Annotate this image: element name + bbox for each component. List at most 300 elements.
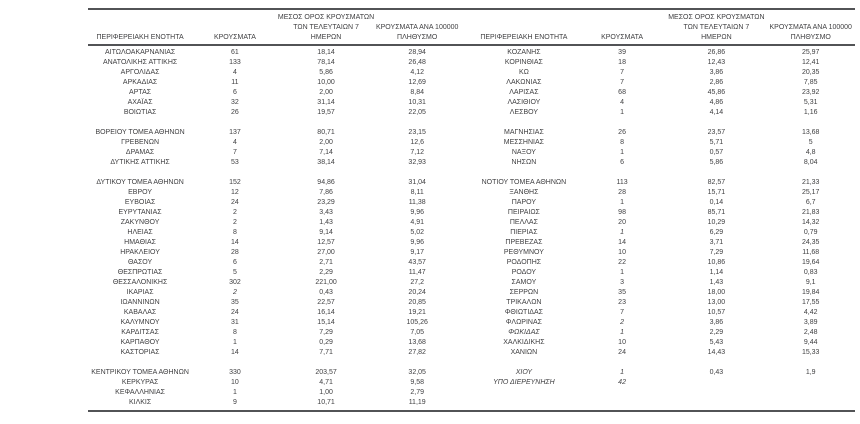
- table-row: [88, 238, 460, 248]
- cell-region: ΡΟΔΟΥ: [511, 269, 537, 276]
- cell-cases: 5: [232, 269, 237, 276]
- cell-avg7: 10,00: [317, 79, 335, 86]
- cell-region: ΡΟΔΟΠΗΣ: [506, 259, 542, 266]
- cell-cases: 28: [618, 189, 626, 196]
- table-row: [470, 348, 855, 358]
- table-row: [88, 178, 460, 188]
- cell-per100k: 11,19: [408, 399, 426, 406]
- table-row: [88, 248, 460, 258]
- cell-per100k: 8,11: [410, 189, 424, 196]
- cell-avg7: 14,43: [707, 349, 726, 356]
- cell-cases: 6: [232, 259, 237, 266]
- cell-avg7: 2,29: [709, 329, 724, 336]
- cell-avg7: 45,86: [707, 89, 726, 96]
- cell-region: ΕΥΡΥΤΑΝΙΑΣ: [118, 209, 162, 216]
- cell-avg7: 18,14: [317, 49, 335, 56]
- cell-cases: 133: [229, 59, 241, 66]
- table-row: [470, 308, 855, 318]
- cell-region: ΠΡΕΒΕΖΑΣ: [505, 239, 543, 246]
- cell-cases: 1: [620, 329, 625, 336]
- cell-cases: 32: [231, 99, 239, 106]
- cell-avg7: 13,00: [707, 299, 726, 306]
- cell-avg7: 7,14: [319, 149, 333, 156]
- cell-region: ΡΕΘΥΜΝΟΥ: [503, 249, 544, 256]
- table-row: [470, 288, 855, 298]
- cell-cases: 42: [618, 379, 626, 386]
- cell-avg7: 94,86: [317, 179, 335, 186]
- cell-per100k: 3,89: [803, 319, 818, 326]
- cell-per100k: 21,33: [801, 179, 820, 186]
- table-row: [88, 378, 460, 388]
- cell-per100k: 25,17: [801, 189, 820, 196]
- cell-cases: 26: [231, 109, 239, 116]
- cell-avg7: 80,71: [317, 129, 335, 136]
- cell-per100k: 10,31: [408, 99, 426, 106]
- table-row: [88, 258, 460, 268]
- cell-per100k: 31,04: [408, 179, 426, 186]
- cell-region: ΚΟΡΙΝΘΙΑΣ: [504, 59, 543, 66]
- cell-per100k: 7,85: [803, 79, 818, 86]
- cell-avg7: 3,71: [709, 239, 724, 246]
- cell-avg7: 2,00: [319, 139, 333, 146]
- table-row: [470, 368, 855, 378]
- cell-cases: 9: [232, 399, 237, 406]
- cell-avg7: 5,86: [319, 69, 333, 76]
- cell-per100k: 14,32: [801, 219, 820, 226]
- cell-cases: 14: [231, 349, 239, 356]
- cell-per100k: 4,42: [803, 309, 818, 316]
- table-row: [470, 98, 855, 108]
- table-row: [470, 248, 855, 258]
- cell-region: ΜΕΣΣΗΝΙΑΣ: [503, 139, 544, 146]
- table-row: [470, 68, 855, 78]
- cell-region: ΚΑΡΔΙΤΣΑΣ: [121, 329, 159, 336]
- cell-per100k: 32,93: [408, 159, 426, 166]
- cell-per100k: 9,1: [805, 279, 816, 286]
- cell-cases: 302: [229, 279, 241, 286]
- cell-region: ΤΡΙΚΑΛΩΝ: [506, 299, 542, 306]
- table-row: [470, 158, 855, 168]
- cell-avg7: 19,57: [317, 109, 335, 116]
- cell-per100k: 0,83: [803, 269, 818, 276]
- cell-region: ΚΑΡΠΑΘΟΥ: [120, 339, 160, 346]
- cell-avg7: 1,43: [709, 279, 724, 286]
- header-avg7-line1: ΜΕΣΟΣ ΟΡΟΣ ΚΡΟΥΣΜΑΤΩΝ: [668, 14, 765, 21]
- region-group: [470, 178, 855, 358]
- cell-region: ΒΟΡΕΙΟΥ ΤΟΜΕΑ ΑΘΗΝΩΝ: [95, 129, 185, 136]
- cell-region: ΠΑΡΟΥ: [511, 199, 537, 206]
- header-cases: [578, 33, 667, 43]
- cell-cases: 1: [232, 339, 237, 346]
- cell-per100k: 20,24: [408, 289, 426, 296]
- cell-avg7: 10,57: [707, 309, 726, 316]
- header-region-label: ΠΕΡΙΦΕΡΕΙΑΚΗ ΕΝΟΤΗΤΑ: [96, 34, 184, 41]
- header-region: [88, 33, 192, 43]
- table-header-left: [88, 13, 460, 43]
- cell-cases: 1: [620, 369, 625, 376]
- cell-per100k: 105,26: [406, 319, 428, 326]
- cell-cases: 4: [232, 69, 237, 76]
- cell-per100k: 7,05: [410, 329, 424, 336]
- table-row: [470, 78, 855, 88]
- cell-per100k: 15,33: [801, 349, 820, 356]
- cell-per100k: 4,91: [410, 219, 424, 226]
- cell-per100k: 27,2: [410, 279, 424, 286]
- table-row: [88, 78, 460, 88]
- header-avg7: [278, 13, 375, 43]
- cell-cases: 8: [232, 229, 237, 236]
- cell-avg7: 1,14: [709, 269, 724, 276]
- cell-region: ΛΕΣΒΟΥ: [509, 109, 539, 116]
- cell-cases: 20: [618, 219, 626, 226]
- cell-avg7: 27,00: [317, 249, 335, 256]
- table-row: [88, 188, 460, 198]
- cell-avg7: [666, 378, 766, 388]
- cell-per100k: 43,57: [408, 259, 426, 266]
- cell-per100k: 9,17: [410, 249, 424, 256]
- cell-per100k: 19,84: [801, 289, 820, 296]
- cell-avg7: 2,86: [709, 79, 724, 86]
- cell-region: ΑΡΓΟΛΙΔΑΣ: [120, 69, 160, 76]
- cell-region: ΙΩΑΝΝΙΝΩΝ: [120, 299, 160, 306]
- cell-region: ΑΡΚΑΔΙΑΣ: [122, 79, 158, 86]
- table-row: [88, 328, 460, 338]
- cell-per100k: 4,8: [805, 149, 816, 156]
- cell-cases: 53: [231, 159, 239, 166]
- table-row: [88, 288, 460, 298]
- cell-region: ΜΑΓΝΗΣΙΑΣ: [504, 129, 544, 136]
- cell-region: ΠΕΛΛΑΣ: [509, 219, 538, 226]
- cell-cases: 1: [620, 109, 625, 116]
- cell-cases: 152: [229, 179, 241, 186]
- table-row: [470, 188, 855, 198]
- table-row: [470, 108, 855, 118]
- region-group: [88, 48, 460, 118]
- cell-cases: 2: [232, 289, 237, 296]
- header-avg7-line2: ΤΩΝ ΤΕΛΕΥΤΑΙΩΝ 7: [683, 24, 750, 31]
- cell-region: ΠΕΙΡΑΙΩΣ: [507, 209, 540, 216]
- cell-per100k: 23,15: [408, 129, 426, 136]
- cell-per100k: 20,85: [408, 299, 426, 306]
- cell-cases: 4: [232, 139, 237, 146]
- cell-avg7: 2,00: [319, 89, 333, 96]
- cell-per100k: 4,12: [410, 69, 424, 76]
- cell-region: ΚΩ: [518, 69, 529, 76]
- cell-cases: 24: [231, 199, 239, 206]
- cell-avg7: 5,86: [709, 159, 724, 166]
- table-row: [88, 388, 460, 398]
- cell-cases: 18: [618, 59, 626, 66]
- cell-per100k: 1,9: [805, 369, 816, 376]
- cell-region: ΙΚΑΡΙΑΣ: [126, 289, 154, 296]
- table-row: [470, 298, 855, 308]
- cell-avg7: 2,71: [319, 259, 333, 266]
- cell-per100k: 11,68: [802, 249, 820, 256]
- cell-region: ΦΛΩΡΙΝΑΣ: [505, 319, 542, 326]
- cell-cases: 330: [229, 369, 241, 376]
- header-per100k: [766, 23, 855, 43]
- cell-per100k: 5,02: [410, 229, 424, 236]
- cell-per100k: 32,05: [408, 369, 426, 376]
- cell-avg7: 26,86: [707, 49, 726, 56]
- table-row: [470, 218, 855, 228]
- cell-per100k: 17,55: [801, 299, 820, 306]
- table-row: [470, 238, 855, 248]
- cell-per100k: 8,84: [410, 89, 424, 96]
- cell-cases: 10: [231, 379, 239, 386]
- table-row: [88, 298, 460, 308]
- table-row: [470, 328, 855, 338]
- cell-per100k: 22,05: [408, 109, 426, 116]
- header-avg7-line1: ΜΕΣΟΣ ΟΡΟΣ ΚΡΟΥΣΜΑΤΩΝ: [277, 14, 375, 21]
- cell-cases: 35: [618, 289, 626, 296]
- table-body-left: [88, 48, 460, 408]
- regional-cases-report: [88, 8, 855, 412]
- region-group: [88, 178, 460, 358]
- cell-region: ΚΑΛΥΜΝΟΥ: [120, 319, 160, 326]
- cell-per100k: 25,97: [801, 49, 820, 56]
- cell-per100k: 9,44: [803, 339, 818, 346]
- region-group: [88, 368, 460, 408]
- table-body-right: [470, 48, 855, 408]
- header-per100k-line1: ΚΡΟΥΣΜΑΤΑ ΑΝΑ 100000: [375, 24, 459, 31]
- cell-avg7: 9,14: [319, 229, 333, 236]
- table-row: [88, 148, 460, 158]
- cell-avg7: 5,71: [709, 139, 724, 146]
- cell-avg7: 2,29: [319, 269, 333, 276]
- cell-cases: 7: [620, 69, 625, 76]
- cell-cases: 24: [618, 349, 626, 356]
- table-row: [88, 138, 460, 148]
- header-avg7-line3: ΗΜΕΡΩΝ: [701, 34, 732, 41]
- table-row: [88, 48, 460, 58]
- header-cases-label: ΚΡΟΥΣΜΑΤΑ: [601, 34, 644, 41]
- cell-per100k: 23,92: [801, 89, 820, 96]
- header-region: [470, 33, 578, 43]
- table-row: [470, 338, 855, 348]
- cell-per100k: 13,68: [801, 129, 820, 136]
- cell-per100k: 12,6: [410, 139, 424, 146]
- cell-region: ΕΒΡΟΥ: [128, 189, 153, 196]
- cell-cases: 7: [620, 309, 625, 316]
- cell-avg7: 18,00: [707, 289, 726, 296]
- cell-avg7: 221,00: [315, 279, 337, 286]
- header-per100k-line2: ΠΛΗΘΥΣΜΟ: [790, 34, 831, 41]
- header-per100k: [374, 23, 460, 43]
- cell-region: ΧΑΝΙΩΝ: [510, 349, 538, 356]
- cell-per100k: 2,79: [410, 389, 424, 396]
- cell-avg7: 12,57: [317, 239, 335, 246]
- cell-cases: 14: [618, 239, 626, 246]
- cell-cases: 10: [618, 249, 626, 256]
- cell-per100k: 28,94: [408, 49, 426, 56]
- cell-avg7: 78,14: [317, 59, 335, 66]
- cell-cases: 113: [616, 179, 628, 186]
- cell-cases: 1: [620, 269, 625, 276]
- cell-region: ΣΑΜΟΥ: [511, 279, 537, 286]
- cell-avg7: 10,71: [317, 399, 335, 406]
- cell-per100k: 9,96: [410, 209, 424, 216]
- cell-region: ΚΙΛΚΙΣ: [128, 399, 152, 406]
- table-row: [88, 108, 460, 118]
- table-row: [88, 318, 460, 328]
- table-row: [88, 268, 460, 278]
- cell-per100k: 11,38: [408, 199, 426, 206]
- cell-per100k: 8,04: [803, 159, 818, 166]
- cell-cases: 23: [618, 299, 626, 306]
- cell-avg7: 12,43: [707, 59, 726, 66]
- cell-region: ΚΑΒΑΛΑΣ: [123, 309, 157, 316]
- table-row: [470, 318, 855, 328]
- cell-avg7: 7,71: [319, 349, 333, 356]
- cell-cases: 2: [232, 219, 237, 226]
- cell-avg7: 4,86: [709, 99, 724, 106]
- cell-per100k: 5: [808, 139, 813, 146]
- cell-per100k: 11,47: [408, 269, 426, 276]
- cell-cases: 1: [620, 229, 625, 236]
- cell-avg7: 0,43: [319, 289, 333, 296]
- cell-avg7: 38,14: [317, 159, 335, 166]
- cell-per100k: 24,35: [801, 239, 820, 246]
- cell-per100k: 1,16: [803, 109, 818, 116]
- cell-region: ΗΛΕΙΑΣ: [127, 229, 153, 236]
- header-region-label: ΠΕΡΙΦΕΡΕΙΑΚΗ ΕΝΟΤΗΤΑ: [480, 34, 568, 41]
- cell-avg7: 0,57: [709, 149, 724, 156]
- cell-region: ΔΡΑΜΑΣ: [125, 149, 155, 156]
- cell-region: ΥΠΟ ΔΙΕΡΕΥΝΗΣΗ: [493, 379, 555, 386]
- cell-avg7: 3,86: [709, 319, 724, 326]
- cell-region: ΛΑΣΙΘΙΟΥ: [507, 99, 541, 106]
- table-row: [88, 68, 460, 78]
- cell-avg7: 7,29: [319, 329, 333, 336]
- cell-avg7: 0,14: [709, 199, 724, 206]
- cell-region: ΧΙΟΥ: [515, 369, 533, 376]
- cell-cases: 39: [618, 49, 626, 56]
- cell-region: ΕΥΒΟΙΑΣ: [124, 199, 156, 206]
- cell-cases: 28: [231, 249, 239, 256]
- header-cases: [192, 33, 278, 43]
- cell-avg7: 7,86: [319, 189, 333, 196]
- cell-avg7: 4,14: [709, 109, 724, 116]
- cell-per100k: 7,12: [410, 149, 424, 156]
- cell-per100k: 9,58: [410, 379, 424, 386]
- cell-cases: 68: [618, 89, 626, 96]
- cell-per100k: 12,69: [408, 79, 426, 86]
- cell-avg7: 0,43: [709, 369, 724, 376]
- header-avg7: [666, 13, 766, 43]
- table-row: [470, 278, 855, 288]
- cell-per100k: 26,48: [408, 59, 426, 66]
- table-body-band: [88, 46, 855, 410]
- header-cases-label: ΚΡΟΥΣΜΑΤΑ: [213, 34, 256, 41]
- header-per100k-line1: ΚΡΟΥΣΜΑΤΑ ΑΝΑ 100000: [769, 24, 852, 31]
- cell-region: ΘΑΣΟΥ: [127, 259, 153, 266]
- cell-cases: 24: [231, 309, 239, 316]
- cell-cases: 2: [620, 319, 625, 326]
- table-row: [470, 48, 855, 58]
- cell-per100k: 19,64: [801, 259, 820, 266]
- cell-region: ΣΕΡΡΩΝ: [509, 289, 539, 296]
- cell-cases: 8: [232, 329, 237, 336]
- table-row: [470, 148, 855, 158]
- cell-cases: 137: [229, 129, 241, 136]
- cell-region: ΝΗΣΩΝ: [511, 159, 537, 166]
- cell-avg7: 6,29: [709, 229, 724, 236]
- cell-cases: 7: [232, 149, 237, 156]
- table-row: [88, 278, 460, 288]
- cell-per100k: 13,68: [408, 339, 426, 346]
- cell-region: ΦΩΚΙΔΑΣ: [508, 329, 540, 336]
- cell-region: ΔΥΤΙΚΟΥ ΤΟΜΕΑ ΑΘΗΝΩΝ: [96, 179, 184, 186]
- cell-region: ΑΝΑΤΟΛΙΚΗΣ ΑΤΤΙΚΗΣ: [102, 59, 178, 66]
- cell-per100k: 21,83: [801, 209, 820, 216]
- header-avg7-line2: ΤΩΝ ΤΕΛΕΥΤΑΙΩΝ 7: [293, 24, 359, 31]
- table-header-band: [88, 10, 855, 46]
- cell-avg7: 22,57: [317, 299, 335, 306]
- cell-per100k: 0,79: [803, 229, 818, 236]
- cell-avg7: 82,57: [707, 179, 726, 186]
- cell-avg7: 5,43: [709, 339, 724, 346]
- cell-per100k: 20,35: [801, 69, 820, 76]
- cell-region: ΑΙΤΩΛΟΑΚΑΡΝΑΝΙΑΣ: [104, 49, 176, 56]
- cell-cases: 98: [618, 209, 626, 216]
- cell-avg7: 203,57: [315, 369, 337, 376]
- region-group: [88, 128, 460, 168]
- header-avg7-line3: ΗΜΕΡΩΝ: [310, 34, 342, 41]
- cell-region: ΘΕΣΠΡΩΤΙΑΣ: [117, 269, 163, 276]
- cell-region: ΘΕΣΣΑΛΟΝΙΚΗΣ: [112, 279, 168, 286]
- cell-avg7: 3,86: [709, 69, 724, 76]
- cell-region: ΛΑΡΙΣΑΣ: [509, 89, 539, 96]
- cell-avg7: 4,71: [319, 379, 333, 386]
- cell-avg7: 15,71: [707, 189, 726, 196]
- cell-cases: 7: [620, 79, 625, 86]
- table-row: [470, 138, 855, 148]
- region-group: [470, 368, 855, 388]
- cell-region: ΚΕΡΚΥΡΑΣ: [121, 379, 159, 386]
- cell-avg7: 23,29: [317, 199, 335, 206]
- table-row: [88, 208, 460, 218]
- table-row: [88, 338, 460, 348]
- cell-region: ΖΑΚΥΝΘΟΥ: [120, 219, 160, 226]
- cell-cases: 1: [232, 389, 237, 396]
- cell-cases: 1: [620, 199, 625, 206]
- table-row: [88, 58, 460, 68]
- table-row: [470, 128, 855, 138]
- cell-region: ΠΙΕΡΙΑΣ: [510, 229, 538, 236]
- cell-region: ΑΧΑΪΑΣ: [127, 99, 153, 106]
- table-row: [470, 228, 855, 238]
- table-row: [470, 378, 855, 388]
- cell-region: ΝΟΤΙΟΥ ΤΟΜΕΑ ΑΘΗΝΩΝ: [481, 179, 567, 186]
- region-group: [470, 48, 855, 118]
- cell-cases: 35: [231, 299, 239, 306]
- cell-avg7: 23,57: [707, 129, 726, 136]
- cell-cases: 10: [618, 339, 626, 346]
- cell-avg7: 7,29: [709, 249, 724, 256]
- cell-region: ΛΑΚΩΝΙΑΣ: [506, 79, 542, 86]
- cell-cases: 11: [231, 79, 239, 86]
- table-row: [470, 268, 855, 278]
- cell-region: ΚΑΣΤΟΡΙΑΣ: [120, 349, 160, 356]
- cell-region: ΒΟΙΩΤΙΑΣ: [123, 109, 157, 116]
- cell-cases: 14: [231, 239, 239, 246]
- cell-region: ΦΘΙΩΤΙΔΑΣ: [504, 309, 543, 316]
- cell-per100k: 2,48: [803, 329, 818, 336]
- table-row: [470, 178, 855, 188]
- table-row: [88, 368, 460, 378]
- table-row: [88, 88, 460, 98]
